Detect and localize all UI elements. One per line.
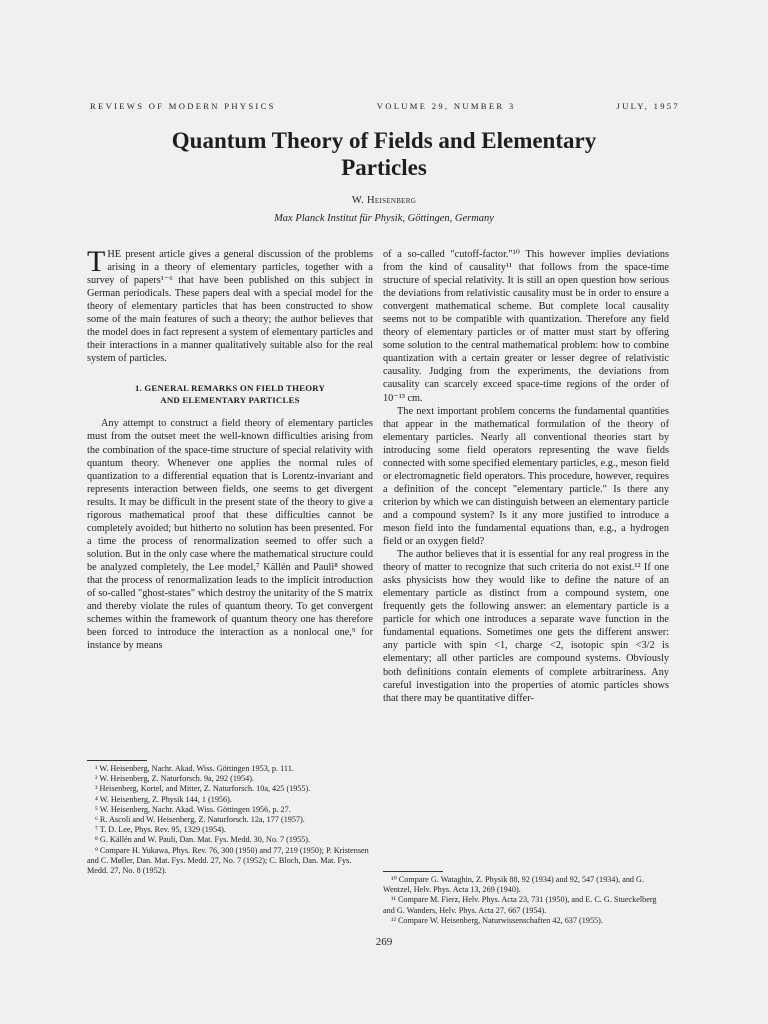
title-line-1: Quantum Theory of Fields and Elementary <box>171 128 597 153</box>
body-paragraph: The next important problem concerns the fundamental quantities that appear in the mathematical formulation of the theory of elementary particles. Nearly all conventional theories start by introducing some field operators representing the wave fields connected with some specified elementary particles, e.g., meson field or electromagnetic field operators. This procedure, however, requires a definition of the concept "elementary particle." Is there any criterion by which we can distinguish between an elementary particle and a compound system? Is it any more justified to introduce a meson field into the fundamental equations than, e.g., a hydrogen field or an oxygen field? <box>383 405 669 548</box>
title-line-2: Particles <box>341 155 427 180</box>
footnote: ¹¹ Compare M. Fierz, Helv. Phys. Acta 23, 731 (1950), and E. C. G. Stueckelberg and G. Wanders, Helv. Phys. Acta 27, 667 (1954). <box>383 895 657 915</box>
section-heading-line-2: AND ELEMENTARY PARTICLES <box>160 395 300 406</box>
footnote: ² W. Heisenberg, Z. Naturforsch. 9a, 292 (1954). <box>95 774 254 784</box>
affiliation: Max Planck Institut für Physik, Göttingen, Germany <box>274 213 494 224</box>
article-title <box>60 127 708 181</box>
volume-number: VOLUME 29, NUMBER 3 <box>376 101 516 111</box>
footnote-rule <box>87 760 147 761</box>
author: W. Heisenberg <box>351 195 417 206</box>
running-head <box>90 101 680 111</box>
footnote: ⁴ W. Heisenberg, Z. Physik 144, 1 (1956). <box>95 794 232 804</box>
intro-paragraph <box>87 245 373 365</box>
intro-text: HE present article gives a general discussion of the problems arising in a theory of elementary particles, together with a survey of papers¹⁻⁶ that have been published on this subject in German periodicals. These papers deal with a special model for the theory of elementary particles that has been constructed to show some of the main features of such a theory; the author believes that the model does in fact represent a system of elementary particles and their interactions in a manner qualitatively suitable also for the real system of particles. <box>87 249 373 365</box>
footnote: ¹ W. Heisenberg, Nachr. Akad. Wiss. Göttingen 1953, p. 111. <box>95 764 294 773</box>
body-paragraph: of a so-called "cutoff-factor."¹⁰ This however implies deviations from the kind of causality¹¹ that follows from the space-time structure of special relativity. It is still an open question how serious the deviations from relativistic causality must be in order to ensure a convergent mathematical scheme. But complete local causality seems not to be compatible with quantization. Therefore any field theory of elementary particles or of matter must start by offering some solution to the central mathematical problem: how to combine quantization with a certain greater or lesser degree of relativistic causality. Judging from the experiments, the deviations from causality can scarcely exceed space-time regions of the order of 10⁻¹³ cm. <box>383 249 669 404</box>
footnote: ¹⁰ Compare G. Wataghin, Z. Physik 88, 92 (1934) and 92, 547 (1934), and G. Wentzel, Helv. Phys. Acta 13, 269 (1940). <box>383 875 645 895</box>
drop-cap: T <box>87 245 106 278</box>
issue-date: JULY, 1957 <box>616 101 680 111</box>
right-footnotes <box>383 866 669 926</box>
page-number: 269 <box>375 936 393 948</box>
section-heading <box>87 382 373 406</box>
footnote: ⁷ T. D. Lee, Phys. Rev. 95, 1329 (1954). <box>95 825 226 835</box>
footnote-rule <box>383 871 443 872</box>
footnote: ⁸ G. Källén and W. Pauli, Dan. Mat. Fys. Medd. 30, No. 7 (1955). <box>95 835 311 845</box>
right-column <box>383 248 669 705</box>
footnote: ¹² Compare W. Heisenberg, Naturwissenschaften 42, 637 (1955). <box>391 915 603 925</box>
footnote: ⁹ Compare H. Yukawa, Phys. Rev. 76, 300 (1950) and 77, 219 (1950); P. Kristensen and C. Møller, Dan. Mat. Fys. Medd. 27, No. 7 (1952); C. Bloch, Dan. Mat. Fys. Medd. 27, No. 8 (1952). <box>87 845 369 876</box>
footnote: ⁶ R. Ascoli and W. Heisenberg, Z. Naturforsch. 12a, 177 (1957). <box>95 815 305 825</box>
journal-name: REVIEWS OF MODERN PHYSICS <box>90 101 276 111</box>
body-paragraph: The author believes that it is essential for any real progress in the theory of matter to recognize that such criteria do not exist.¹² If one asks physicists how they would like to define the nature of an elementary particle as distinct from a compound system, one frequently gets the following answer: an elementary particle is a particle for which one introduces a separate wave function in the fundamental equations. Sometimes one gets the different answer: any particle with spin <1, charge <2, isotopic spin <3/2 is elementary; all other particles are compound systems. Obviously both definitions contain elements of complete arbitrariness. Any careful investigation into the properties of atomic particles shows that there may be quantitative differ- <box>383 549 669 704</box>
footnote: ⁵ W. Heisenberg, Nachr. Akad. Wiss. Göttingen 1956, p. 27. <box>95 804 291 814</box>
section-heading-line-1: 1. GENERAL REMARKS ON FIELD THEORY <box>134 383 326 394</box>
body-paragraph: Any attempt to construct a field theory of elementary particles must from the outset meet the well-known difficulties arising from the combination of the space-time structure of special relativity with quantum theory. Whenever one applies the normal rules of quantization to a differential equation that is Lorentz-invariant and represents interaction between fields, one seems to get divergent results. It may be difficult in the present state of the theory to give a rigorous mathematical proof that these difficulties cannot be completely avoided; but hitherto no solution has been presented. For a time the process of renormalization seemed to offer such a solution. But in the only case where the mathematical structure could be analyzed completely, the Lee model,⁷ Källén and Pauli⁸ showed that the process of renormalization leads to the implicit introduction of so-called "ghost-states" which destroy the unitarity of the S matrix and thereby violate the rules of quantum theory. To get convergent schemes within the framework of quantum theory one has therefore been forced to introduce the interaction as a nonlocal one,⁹ for instance by means <box>87 418 373 652</box>
footnote: ³ Heisenberg, Kortel, and Mitter, Z. Naturforsch. 10a, 425 (1955). <box>95 784 311 794</box>
left-column <box>87 245 373 652</box>
left-footnotes <box>87 755 373 876</box>
